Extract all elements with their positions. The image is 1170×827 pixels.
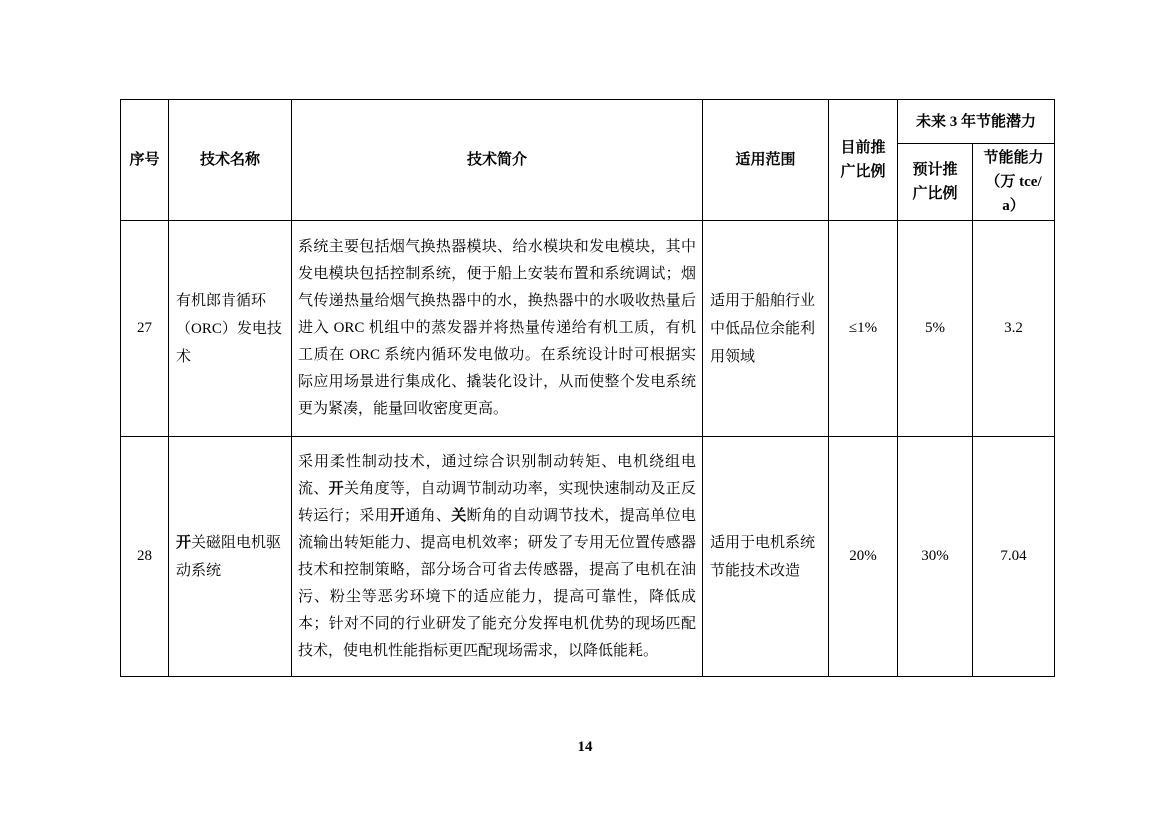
header-cell-expected-ratio: 预计推广比例 xyxy=(898,144,973,221)
page-number: 14 xyxy=(577,739,593,755)
cell-index: 28 xyxy=(121,437,169,677)
cell-tech-name: 有机郎肯循环（ORC）发电技术 xyxy=(169,221,292,437)
cell-scope: 适用于船舶行业中低品位余能利用领域 xyxy=(703,221,829,437)
header-cell-future-potential-group: 未来 3 年节能潜力 xyxy=(898,100,1055,144)
header-cell-tech-intro: 技术简介 xyxy=(292,100,703,221)
cell-tech-intro: 采用柔性制动技术，通过综合识别制动转矩、电机绕组电流、开关角度等，自动调节制动功率，实现快速制动及正反转运行；采用开通角、关断角的自动调节技术，提高单位电流输出转矩能力、提高电机效率；研发了专用无位置传感器技术和控制策略，部分场合可省去传感器，提高了电机在油污、粉尘等恶劣环境下的适应能力，提高可靠性，降低成本；针对不同的行业研发了能充分发挥电机优势的现场匹配技术，使电机性能指标更匹配现场需求，以降低能耗。 xyxy=(292,437,703,677)
cell-expected-ratio: 5% xyxy=(898,221,973,437)
table-row-28 xyxy=(121,437,1055,677)
cell-index: 27 xyxy=(121,221,169,437)
energy-saving-tech-table xyxy=(120,99,1055,677)
cell-saving-capacity: 7.04 xyxy=(973,437,1055,677)
table-row-27 xyxy=(121,221,1055,437)
cell-scope: 适用于电机系统节能技术改造 xyxy=(703,437,829,677)
cell-saving-capacity: 3.2 xyxy=(973,221,1055,437)
header-cell-scope: 适用范围 xyxy=(703,100,829,221)
cell-current-ratio: ≤1% xyxy=(829,221,898,437)
header-cell-tech-name: 技术名称 xyxy=(169,100,292,221)
header-cell-saving-capacity: 节能能力（万 tce/a） xyxy=(973,144,1055,221)
header-cell-index: 序号 xyxy=(121,100,169,221)
cell-current-ratio: 20% xyxy=(829,437,898,677)
cell-tech-intro: 系统主要包括烟气换热器模块、给水模块和发电模块，其中发电模块包括控制系统，便于船上安装布置和系统调试；烟气传递热量给烟气换热器中的水，换热器中的水吸收热量后进入 ORC 机组中的蒸发器并将热量传递给有机工质，有机工质在 ORC 系统内循环发电做功。在系统设计时可根据实际应用场景进行集成化、撬装化设计，从而使整个发电系统更为紧凑，能量回收密度更高。 xyxy=(292,221,703,437)
header-cell-current-ratio: 目前推广比例 xyxy=(829,100,898,221)
cell-expected-ratio: 30% xyxy=(898,437,973,677)
cell-tech-name: 开关磁阻电机驱动系统 xyxy=(169,437,292,677)
